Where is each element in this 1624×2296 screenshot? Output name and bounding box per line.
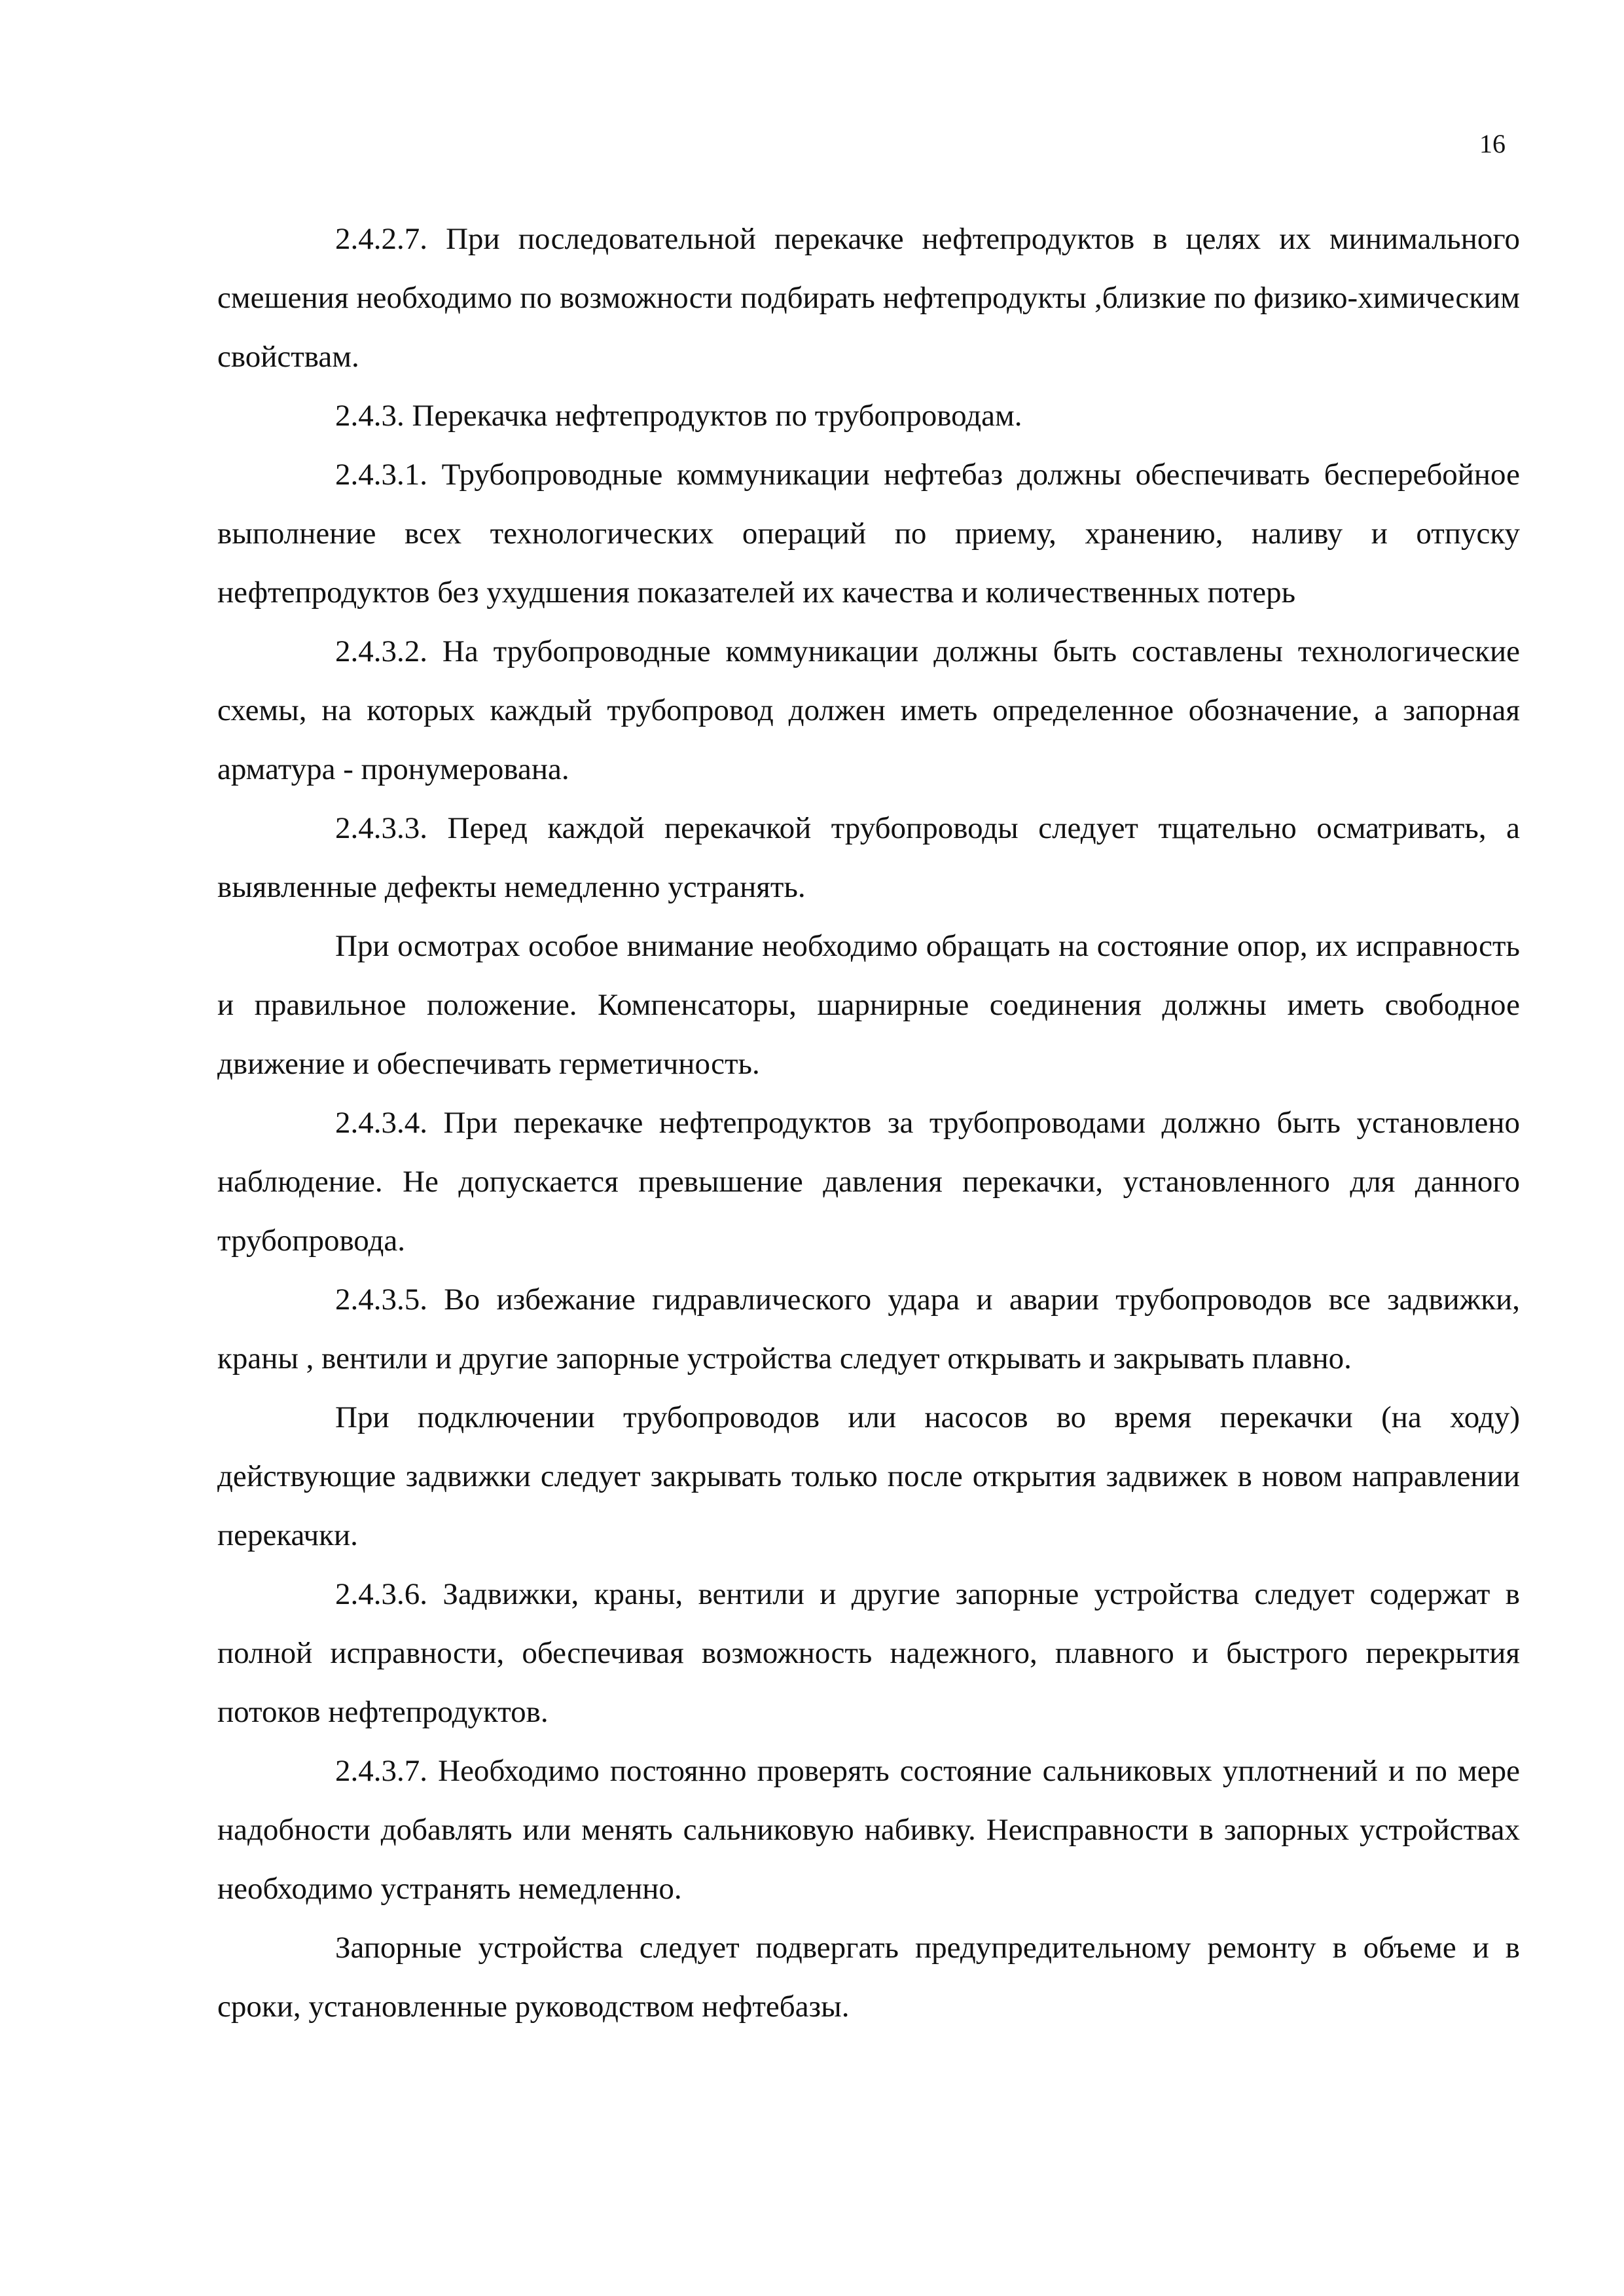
paragraph-2-4-3-7: 2.4.3.7. Необходимо постоянно проверять состояние сальниковых уплотнений и по мере надобности добавлять или менять сальниковую набивку. Неисправности в запорных устройствах необходимо устранять немедленно. [217, 1754, 1520, 1906]
paragraph-inspection-notes: При осмотрах особое внимание необходимо обращать на состояние опор, их исправность и правильное положение. Компенсаторы, шарнирные соединения должны иметь свободное движение и обеспечивать герметичность. [217, 929, 1520, 1081]
page-number: 16 [1479, 129, 1506, 158]
paragraph-2-4-3-6: 2.4.3.6. Задвижки, краны, вентили и другие запорные устройства следует содержат в полной исправности, обеспечивая возможность надежного, плавного и быстрого перекрытия потоков нефтепродуктов. [217, 1577, 1520, 1729]
paragraph-2-4-3-4: 2.4.3.4. При перекачке нефтепродуктов за трубопроводами должно быть установлено наблюдение. Не допускается превышение давления перекачки, установленного для данного трубопровода. [217, 1106, 1520, 1258]
paragraph-2-4-3-1: 2.4.3.1. Трубопроводные коммуникации нефтебаз должны обеспечивать бесперебойное выполнение всех технологических операций по приему, хранению, наливу и отпуску нефтепродуктов без ухудшения показателей их качества и количественных потерь [217, 458, 1520, 610]
paragraph-preventive-repair: Запорные устройства следует подвергать предупредительному ремонту в объеме и в сроки, установленные руководством нефтебазы. [217, 1931, 1520, 2024]
paragraph-2-4-3-5: 2.4.3.5. Во избежание гидравлического удара и аварии трубопроводов все задвижки, краны , вентили и другие запорные устройства следует открывать и закрывать плавно. [217, 1283, 1520, 1376]
paragraph-pump-connection: При подключении трубопроводов или насосов во время перекачки (на ходу) действующие задвижки следует закрывать только после открытия задвижек в новом направлении перекачки. [217, 1400, 1520, 1552]
paragraph-2-4-3-2: 2.4.3.2. На трубопроводные коммуникации должны быть составлены технологические схемы, на которых каждый трубопровод должен иметь определенное обозначение, а запорная арматура - пронумерована. [217, 634, 1520, 786]
paragraph-2-4-2-7: 2.4.2.7. При последовательной перекачке нефтепродуктов в целях их минимального смешения необходимо по возможности подбирать нефтепродукты ,близкие по физико-химическим свойствам. [217, 222, 1520, 374]
document-body [217, 210, 1520, 2036]
section-heading-2-4-3: 2.4.3. Перекачка нефтепродуктов по трубопроводам. [335, 399, 1022, 433]
paragraph-2-4-3-3: 2.4.3.3. Перед каждой перекачкой трубопроводы следует тщательно осматривать, а выявленные дефекты немедленно устранять. [217, 811, 1520, 904]
